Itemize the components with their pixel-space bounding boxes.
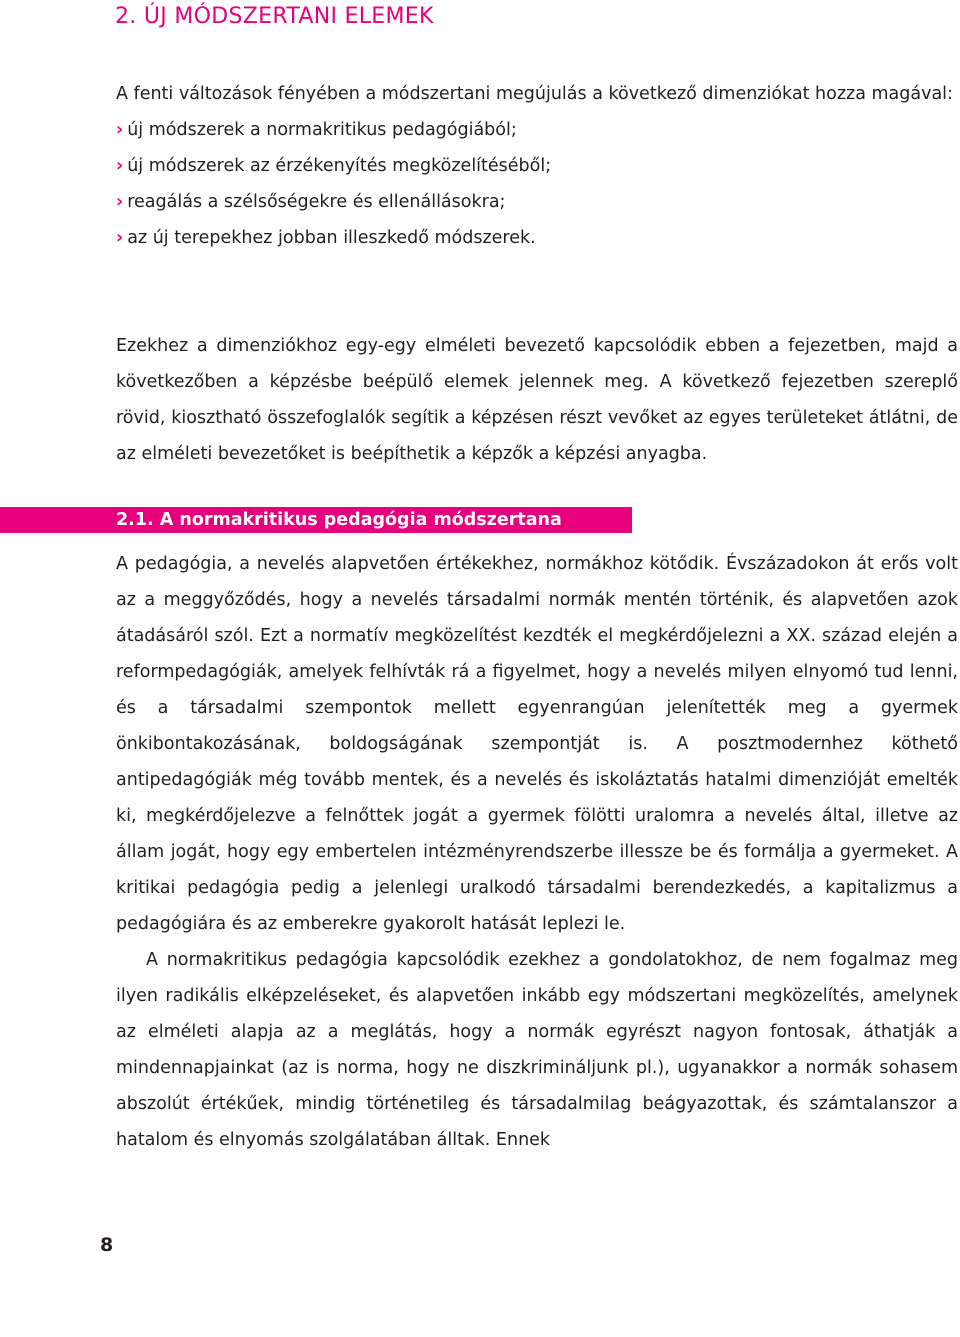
body-paragraph: A normakritikus pedagógia kapcsolódik ezekhez a gondolatokhoz, de nem fogalmaz meg ilyen radikális elképzeléseket, és alapvetően inkább egy módszertani megközelítés, amelynek az elméleti alapja az a meglátás, hogy a normák egyrészt nagyon fontosak, áthatják a mindennapjainkat (az is norma, hogy ne diszkrimináljunk pl.), ugyanakkor a normák sohasem abszolút értékűek, mindig történetileg és társadalmilag beágyazottak, és számtalanszor a hatalom és elnyomás szolgálatában álltak. Ennek <box>116 950 958 1150</box>
list-item-text: új módszerek az érzékenyítés megközelítéséből; <box>127 156 552 176</box>
chevron-right-icon: › <box>116 120 124 140</box>
list-item <box>116 112 958 148</box>
list-item <box>116 220 958 256</box>
list-item <box>116 148 958 184</box>
intro-block <box>116 76 958 256</box>
section-title-text: A normakritikus pedagógia módszertana <box>159 510 562 530</box>
chevron-right-icon: › <box>116 228 124 248</box>
chevron-right-icon: › <box>116 156 124 176</box>
body-paragraph: A pedagógia, a nevelés alapvetően értékekhez, normákhoz kötődik. Évszázadokon át erős volt az a meggyőződés, hogy a nevelés társadalmi normák mentén történik, és alapvetően azok átadásáról szól. Ezt a normatív megközelítést kezdték el megkérdőjelezni a XX. század elején a reformpedagógiák, amelyek felhívták rá a figyelmet, hogy a nevelés milyen elnyomó tud lenni, és a társadalmi szempontok mellett egyenrangúan jelenítették meg a gyermek önkibontakozásának, boldogságának szempontját is. A posztmodernhez köthető antipedagógiák még tovább mentek, és a nevelés és iskoláztatás hatalmi dimenzióját emelték ki, megkérdőjelezve a felnőttek jogát a gyermek fölötti uralomra a nevelés által, illetve az állam jogát, hogy egy embertelen intézményrendszerbe illessze be és formálja a gyermeket. A kritikai pedagógia pedig a jelenlegi uralkodó társadalmi berendezkedés, a kapitalizmus a pedagógiára és az emberekre gyakorolt hatását leplezi le. <box>116 554 958 934</box>
list-item-text: reagálás a szélsőségekre és ellenállásokra; <box>127 192 506 212</box>
chapter-overview-paragraph <box>116 328 958 472</box>
chapter-title: 2. ÚJ MÓDSZERTANI ELEMEK <box>115 4 434 29</box>
page-number: 8 <box>100 1234 114 1256</box>
list-item <box>116 184 958 220</box>
paragraph-text: Ezekhez a dimenziókhoz egy-egy elméleti bevezető kapcsolódik ebben a fejezetben, majd a következőben a képzésbe beépülő elemek jelennek meg. A következő fejezetben szereplő rövid, kiosztható összefoglalók segítik a képzésen részt vevőket az egyes területeket átlátni, de az elméleti bevezetőket is beépíthetik a képzők a képzési anyagba. <box>116 336 958 464</box>
dimension-list <box>116 112 958 256</box>
list-item-text: az új terepekhez jobban illeszkedő módszerek. <box>127 228 536 248</box>
chevron-right-icon: › <box>116 192 124 212</box>
section-number: 2.1. <box>116 510 154 530</box>
section-heading <box>116 505 562 535</box>
section-body <box>116 546 958 1158</box>
intro-lead: A fenti változások fényében a módszertani megújulás a következő dimenziókat hozza magával: <box>116 84 953 104</box>
list-item-text: új módszerek a normakritikus pedagógiából; <box>127 120 517 140</box>
